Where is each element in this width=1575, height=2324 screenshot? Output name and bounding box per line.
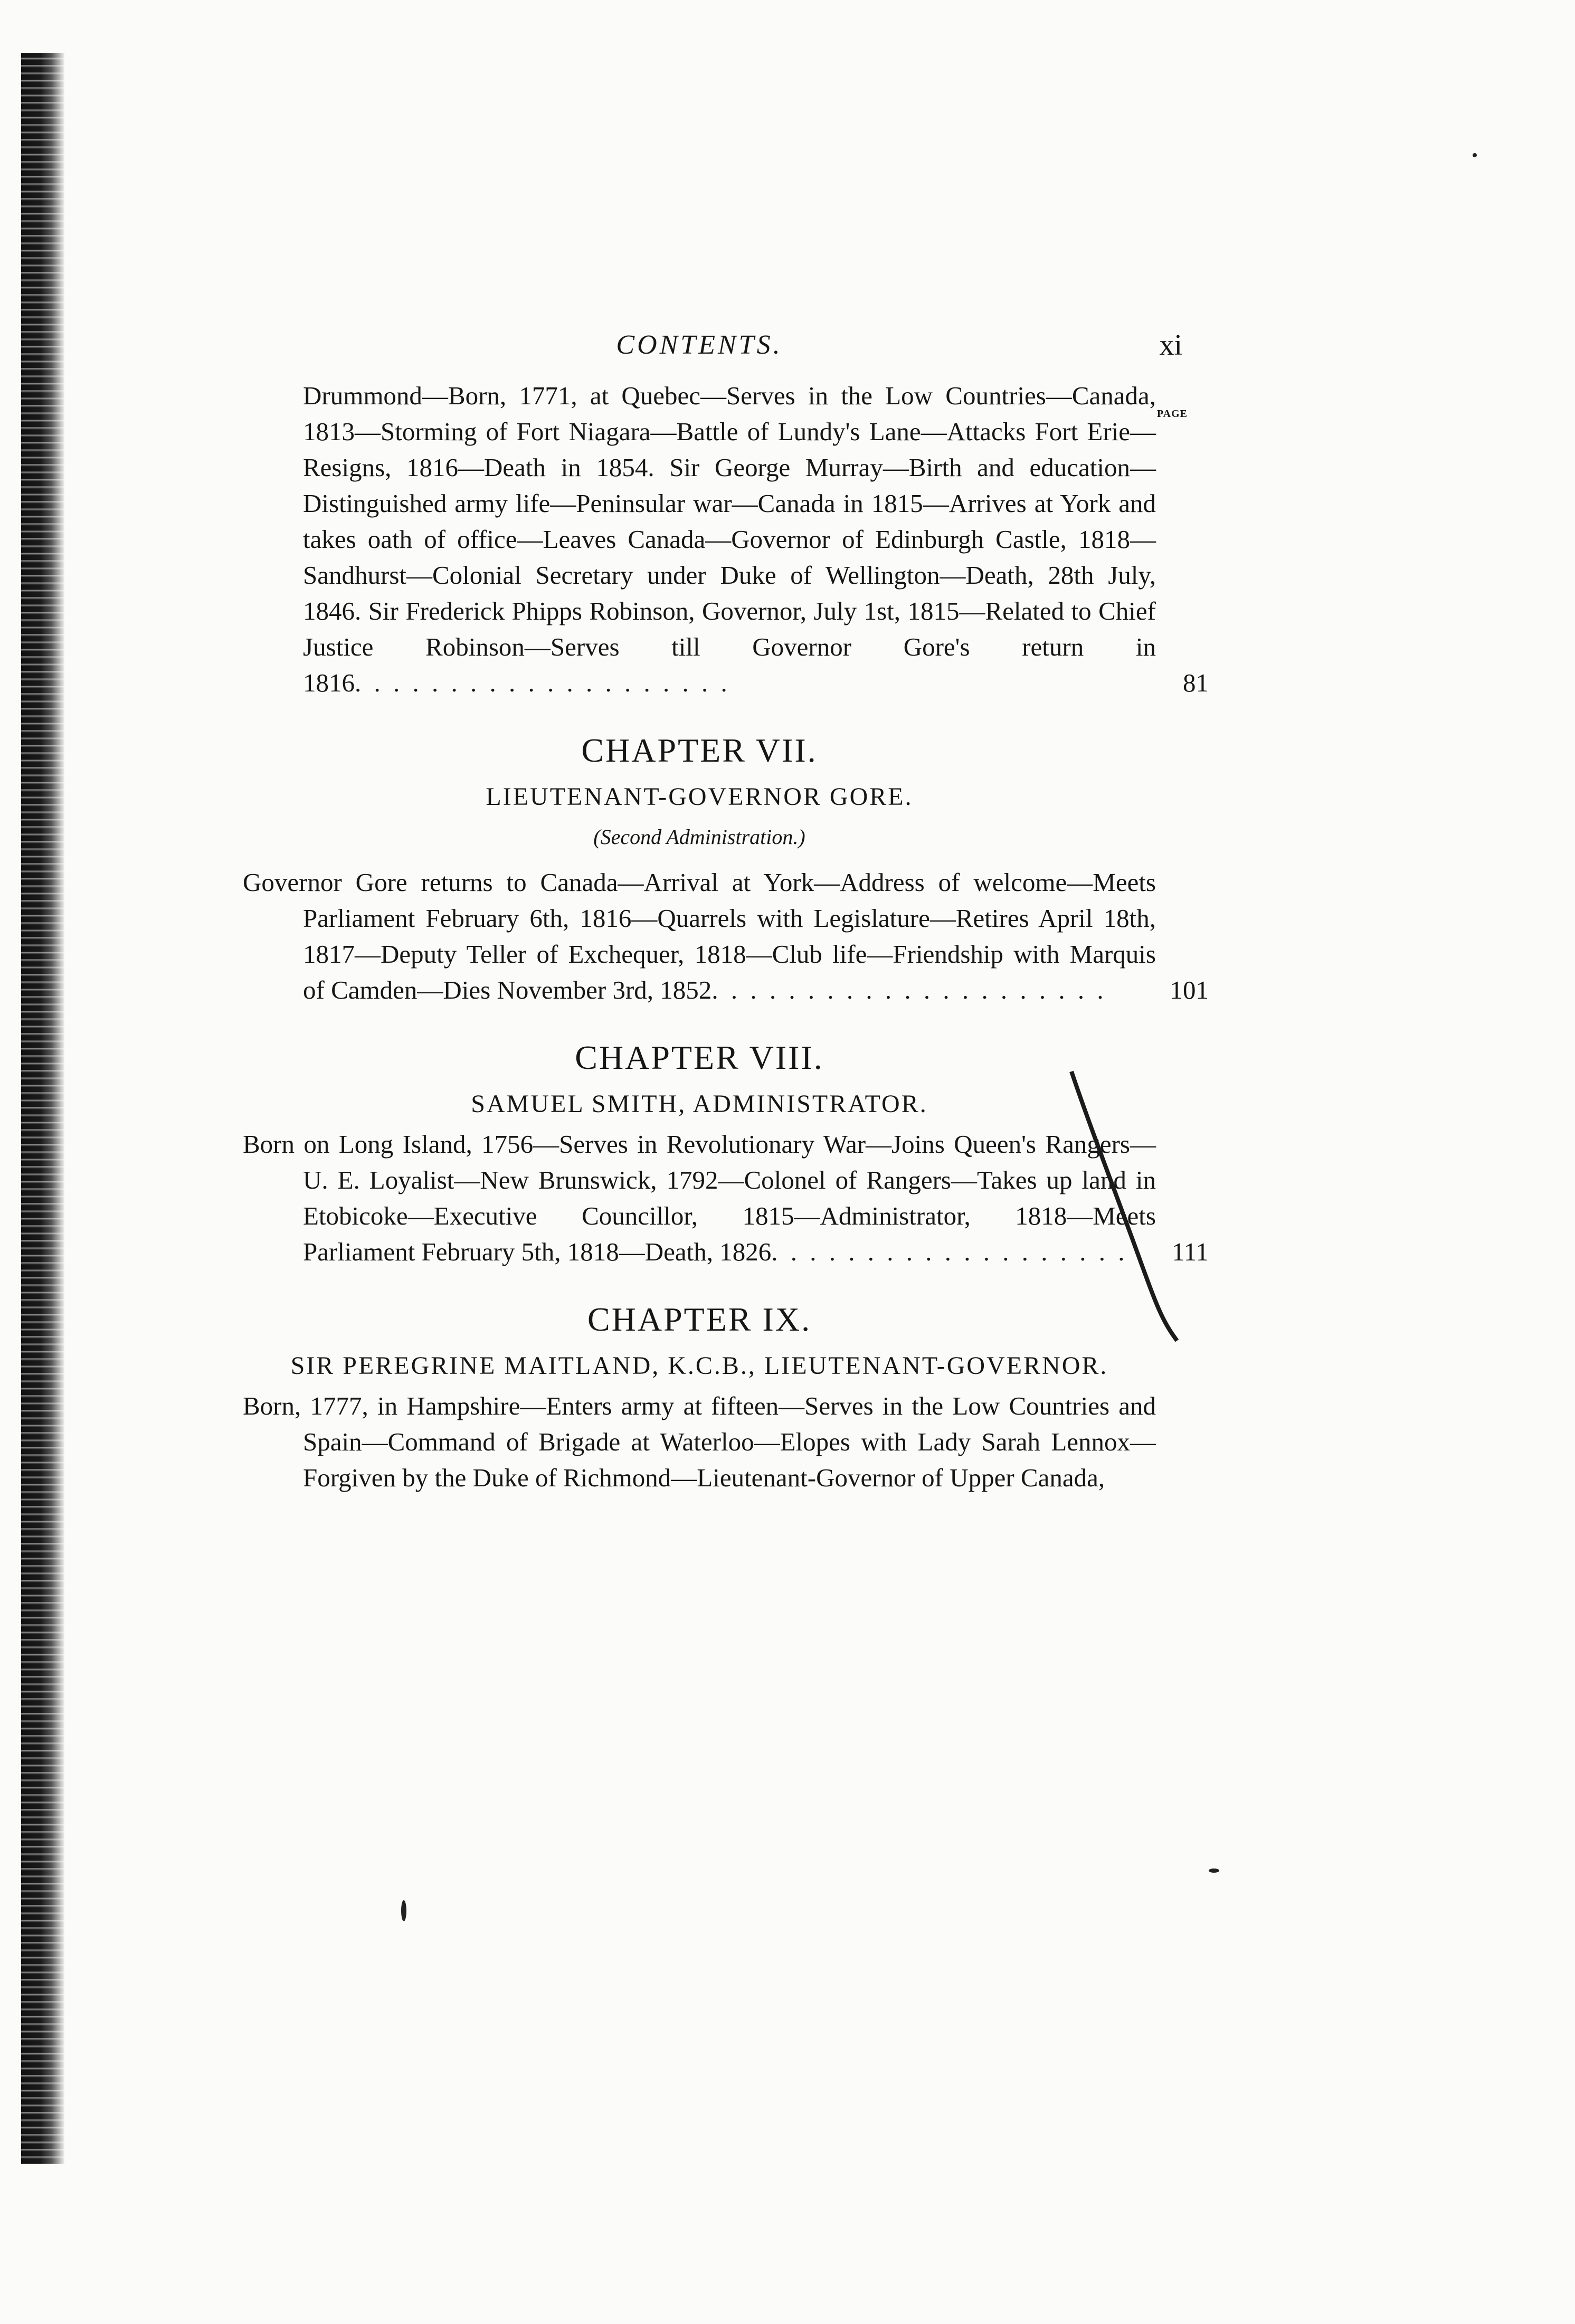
entry-text: Drummond—Born, 1771, at Quebec—Serves in the Low Countries—Canada, 1813—Storming of Fort Niagara—Battle of Lundy's Lane—Attacks Fort Erie—Resigns, 1816—Death in 1854. Sir George Murray—Birth and education—Distinguished army life—Peninsular war—Canada in 1815—Arrives at York and takes oath of office—Leaves Canada—Governor of Edinburgh Castle, 1818—Sandhurst—Colonial Secretary under Duke of Wellington—Death, 28th July, 1846. Sir Frederick Phipps Robinson, Governor, July 1st, 1815—Related to Chief Justice Robinson—Serves till Governor Gore's return in 1816 (303, 381, 1156, 697)
toc-entry-chapter-vii: Governor Gore returns to Canada—Arrival at York—Address of welcome—Meets Parliament February 6th, 1816—Quarrels with Legislature—Retires April 18th, 1817—Deputy Teller of Exchequer, 1818—Club life—Friendship with Marquis of Camden—Dies November 3rd, 1852. . . . . . . . . . . . . . . . . . . . . 101 (243, 865, 1156, 1008)
chapter-heading: CHAPTER VIII. (575, 1039, 824, 1076)
entry-text: Governor Gore returns to Canada—Arrival at York—Address of welcome—Meets Parliament February 6th, 1816—Quarrels with Legislature—Retires April 18th, 1817—Deputy Teller of Exchequer, 1818—Club life—Friendship with Marquis of Camden—Dies November 3rd, 1852 (243, 868, 1156, 1004)
chapter-subject: SIR PEREGRINE MAITLAND, K.C.B., LIEUTENANT-GOVERNOR. (290, 1352, 1108, 1380)
ink-speck (1473, 153, 1477, 157)
entry-text: Born on Long Island, 1756—Serves in Revolutionary War—Joins Queen's Rangers—U. E. Loyalist—New Brunswick, 1792—Colonel of Rangers—Takes up land in Etobicoke—Executive Councillor, 1815—Administrator, 1818—Meets Parliament February 5th, 1818—Death, 1826 (243, 1130, 1156, 1266)
chapter-subject: LIEUTENANT-GOVERNOR GORE. (486, 783, 913, 811)
running-header (243, 327, 1182, 369)
page-column-label: PAGE (1156, 408, 1188, 420)
entry-page-number: 101 (1170, 975, 1209, 1004)
toc-entry-chapter-viii: Born on Long Island, 1756—Serves in Revolutionary War—Joins Queen's Rangers—U. E. Loyalist—New Brunswick, 1792—Colonel of Rangers—Takes up land in Etobicoke—Executive Councillor, 1815—Administrator, 1818—Meets Parliament February 5th, 1818—Death, 1826. . . . . . . . . . . . . . . . . . . . 111 (243, 1126, 1156, 1270)
entry-page-number: 81 (1183, 668, 1209, 697)
chapter-subject: SAMUEL SMITH, ADMINISTRATOR. (471, 1090, 928, 1118)
entry-text: Born, 1777, in Hampshire—Enters army at fifteen—Serves in the Low Countries and Spain—Command of Brigade at Waterloo—Elopes with Lady Sarah Lennox—Forgiven by the Duke of Richmond—Lieutenant-Governor of Upper Canada, (243, 1391, 1156, 1492)
scanned-binding-edge (21, 53, 64, 2164)
page-number: xi (1159, 329, 1182, 362)
toc-entry-chapter-vi-cont: Drummond—Born, 1771, at Quebec—Serves in the Low Countries—Canada, 1813—Storming of Fort Niagara—Battle of Lundy's Lane—Attacks Fort Erie—Resigns, 1816—Death in 1854. Sir George Murray—Birth and education—Distinguished army life—Peninsular war—Canada in 1815—Arrives at York and takes oath of office—Leaves Canada—Governor of Edinburgh Castle, 1818—Sandhurst—Colonial Secretary under Duke of Wellington—Death, 28th July, 1846. Sir Frederick Phipps Robinson, Governor, July 1st, 1815—Related to Chief Justice Robinson—Serves till Governor Gore's return in 1816. . . . . . . . . . . . . . . . . . . . 81 (243, 378, 1156, 701)
chapter-heading: CHAPTER VII. (581, 732, 818, 769)
ink-speck (401, 1900, 406, 1921)
running-title: CONTENTS. (616, 330, 783, 360)
toc-entry-chapter-ix (243, 1388, 1156, 1496)
chapter-note: (Second Administration.) (593, 825, 805, 849)
contents-page (243, 327, 1209, 1496)
ink-speck (1209, 1868, 1219, 1873)
chapter-heading: CHAPTER IX. (587, 1301, 812, 1338)
entry-page-number: 111 (1172, 1237, 1209, 1266)
pencil-stroke-mark (1056, 1056, 1193, 1351)
